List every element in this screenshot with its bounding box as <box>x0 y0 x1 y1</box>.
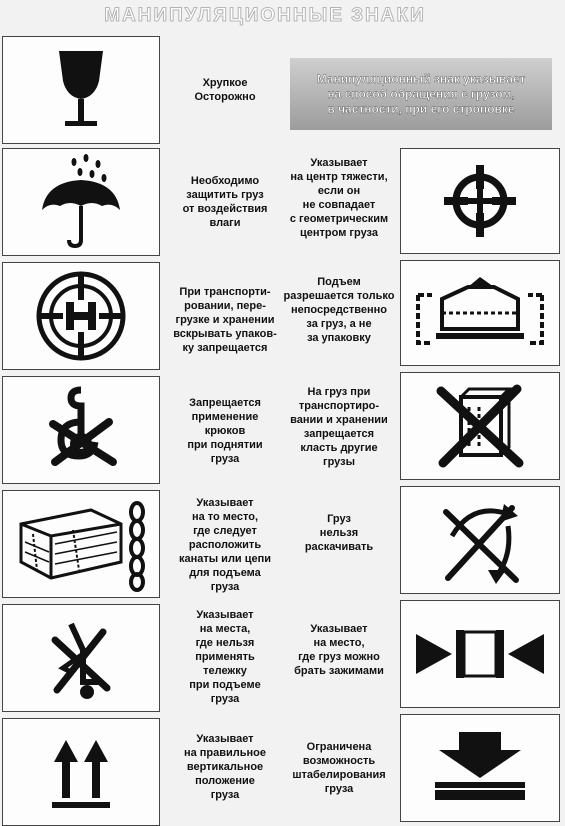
page-title: МАНИПУЛЯЦИОННЫЕ ЗНАКИ <box>104 5 426 26</box>
lift-object-icon <box>412 273 548 353</box>
caption-no-hooks: Запрещается применение крюков при поднятии груза <box>187 397 263 465</box>
this-way-up-icon <box>46 732 116 812</box>
caption-clamp-here: Указывает на место, где груз можно брать зажимами <box>294 623 384 677</box>
caption-this-way-up: Указывает на правильное вертикальное положение груза <box>183 733 267 801</box>
banner-text: Манипуляционный знак указывает на способ обращения с грузом, в частности, при его строповке <box>316 71 526 116</box>
sign-fragile <box>2 36 160 144</box>
sign-sling-here <box>2 490 160 598</box>
stack-limit-icon <box>425 728 535 808</box>
caption-lift-object: Подъем разрешается только непосредственно за груз, а не за упаковку <box>283 276 395 344</box>
caption-sling-here: Указывает на то место, где следует расположить канаты или цепи для подъема груза <box>178 497 272 593</box>
sign-no-open <box>2 262 160 370</box>
caption-no-trolley: Указывает на места, где нельзя применять тележку при подъеме груза <box>189 609 261 705</box>
sign-center-gravity <box>400 148 560 254</box>
caption-no-open: При транспорти- ровании, пере- грузке и хранении вскрывать упаков- ку запрещается <box>173 286 277 354</box>
clamp-here-icon <box>412 624 548 684</box>
no-swing-icon <box>432 492 528 588</box>
h-circle-icon <box>35 270 127 362</box>
sign-no-hooks <box>2 376 160 484</box>
sign-this-way-up <box>2 718 160 826</box>
info-banner <box>290 58 552 130</box>
no-hooks-icon <box>41 382 121 478</box>
caption-no-stacking: На груз при транспортиро- вании и хранении запрещается класть другие грузы <box>290 386 388 468</box>
sign-moisture <box>2 148 160 256</box>
crate-chain-icon <box>11 494 151 594</box>
sign-clamp-here <box>400 600 560 708</box>
sign-no-trolley <box>2 604 160 712</box>
sign-no-stacking <box>400 372 560 480</box>
umbrella-rain-icon <box>36 154 126 250</box>
fragile-glass-icon <box>41 45 121 135</box>
sign-lift-object <box>400 260 560 366</box>
caption-moisture: Необходимо защитить груз от воздействия влаги <box>182 175 268 229</box>
center-gravity-icon <box>440 161 520 241</box>
caption-fragile: Хрупкое Осторожно <box>194 77 256 103</box>
no-stacking-icon <box>435 383 525 469</box>
caption-no-swing: Груз нельзя раскачивать <box>304 513 374 553</box>
sign-stack-limit <box>400 714 560 822</box>
caption-center-gravity: Указывает на центр тяжести, если он не совпадает с геометрическим центром груза <box>289 157 389 239</box>
no-trolley-icon <box>41 610 121 706</box>
caption-stack-limit: Ограничена возможность штабелирования груза <box>292 741 386 795</box>
sign-no-swing <box>400 486 560 594</box>
